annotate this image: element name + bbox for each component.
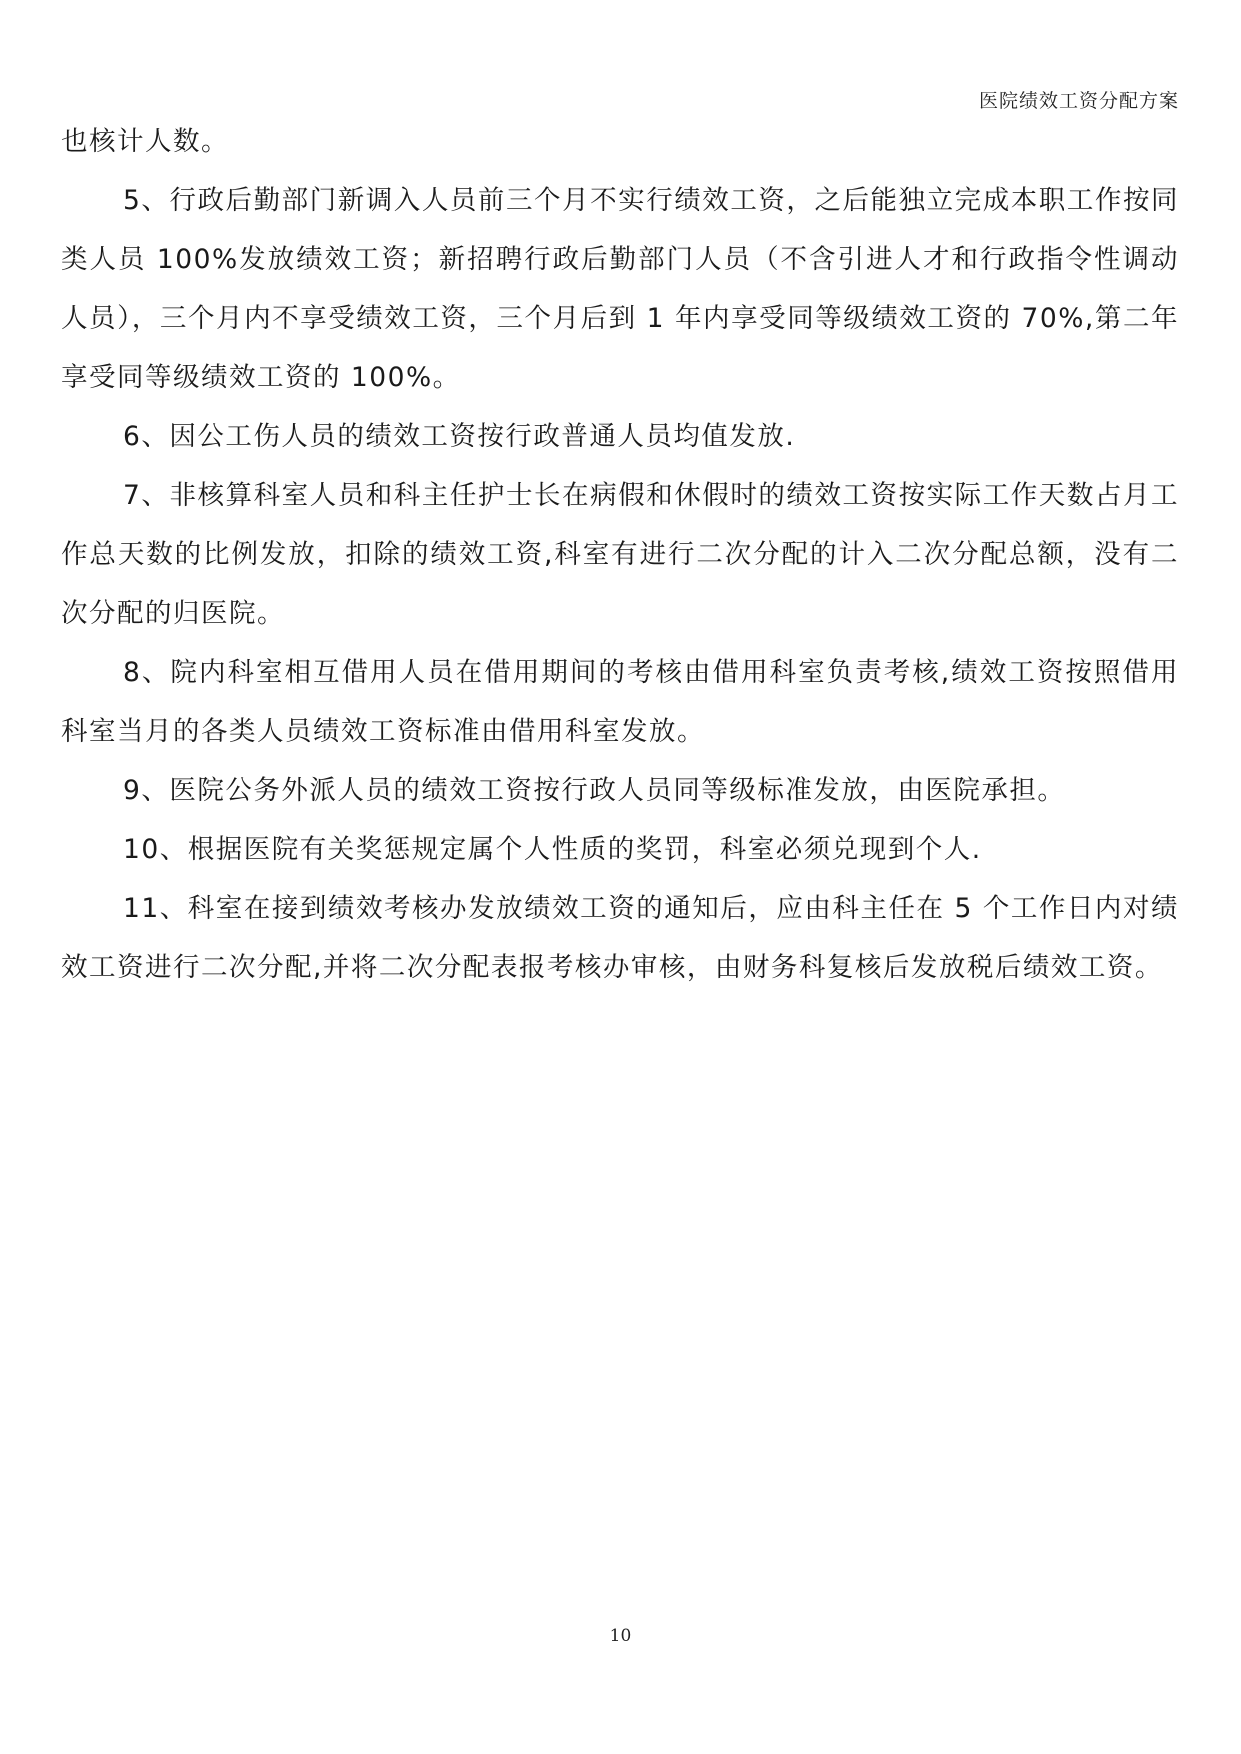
page-header-title: 医院绩效工资分配方案 (978, 90, 1179, 112)
paragraph-continuation: 也核计人数。 (61, 126, 229, 157)
paragraph-item-8: 8、院内科室相互借用人员在借用期间的考核由借用科室负责考核,绩效工资按照借用科室当月的各类人员绩效工资标准由借用科室发放。 (61, 657, 1179, 747)
paragraph-item-6: 6、因公工伤人员的绩效工资按行政普通人员均值发放. (123, 421, 796, 452)
document-body (61, 112, 1179, 997)
page-number: 10 (609, 1626, 632, 1646)
paragraph-item-11: 11、科室在接到绩效考核办发放绩效工资的通知后，应由科主任在 5 个工作日内对绩效工资进行二次分配,并将二次分配表报考核办审核，由财务科复核后发放税后绩效工资。 (61, 893, 1179, 983)
paragraph-item-9: 9、医院公务外派人员的绩效工资按行政人员同等级标准发放，由医院承担。 (123, 775, 1066, 806)
paragraph-item-5: 5、行政后勤部门新调入人员前三个月不实行绩效工资，之后能独立完成本职工作按同类人员 100%发放绩效工资；新招聘行政后勤部门人员（不含引进人才和行政指令性调动人员），三个月内不享受绩效工资，三个月后到 1 年内享受同等级绩效工资的 70%,第二年享受同等级绩效工资的 100%。 (61, 185, 1179, 393)
paragraph-item-10: 10、根据医院有关奖惩规定属个人性质的奖罚，科室必须兑现到个人. (123, 834, 982, 865)
paragraph-item-7: 7、非核算科室人员和科主任护士长在病假和休假时的绩效工资按实际工作天数占月工作总天数的比例发放，扣除的绩效工资,科室有进行二次分配的计入二次分配总额，没有二次分配的归医院。 (61, 480, 1179, 629)
